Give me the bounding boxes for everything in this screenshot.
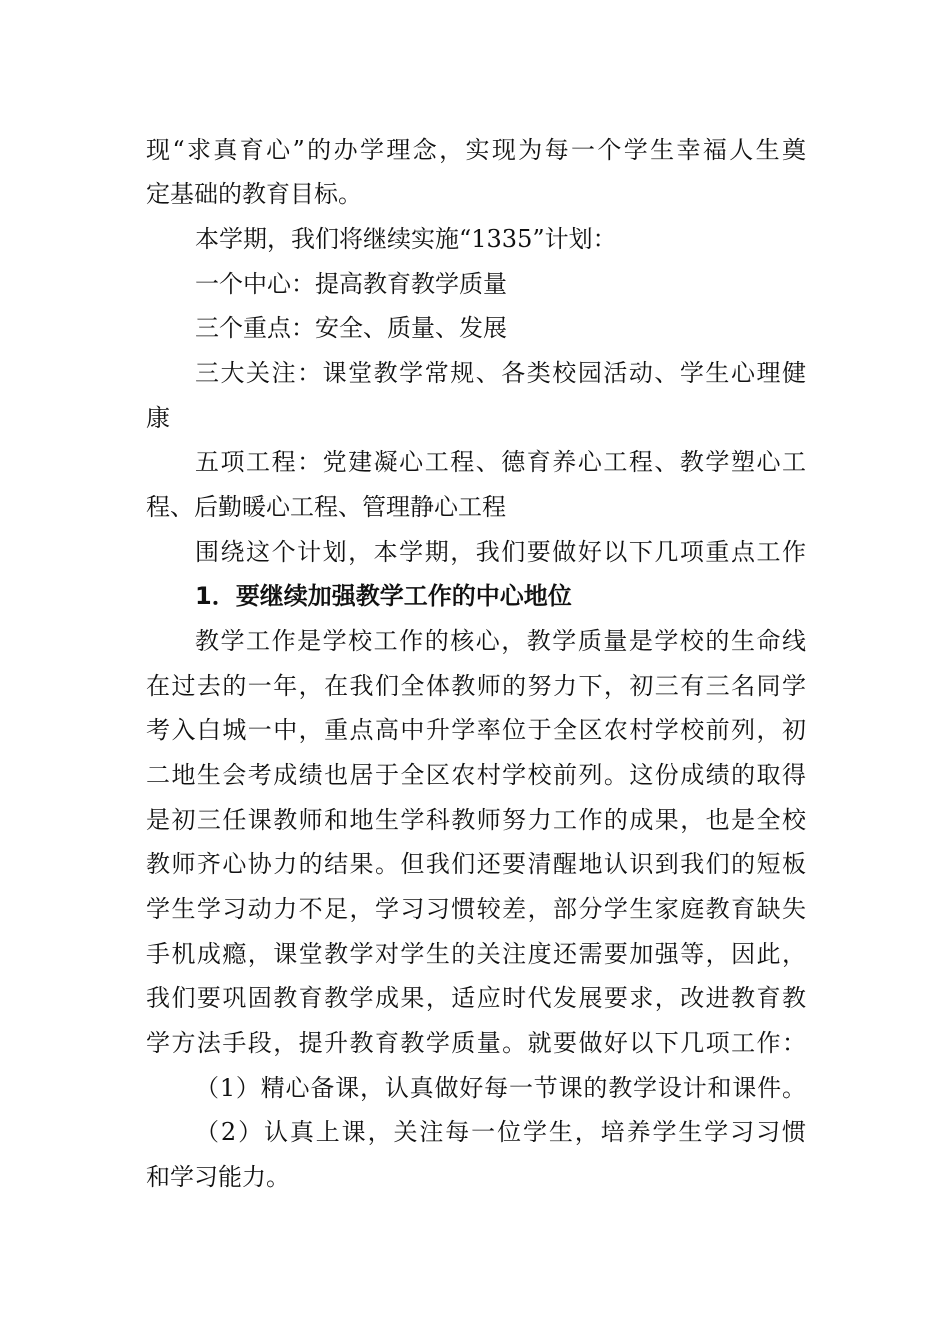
list-item: 一个中心：提高教育教学质量	[195, 270, 507, 298]
list-item: （2）认真上课，关注每一位学生，培养学生学习习惯	[195, 1118, 806, 1146]
paragraph-line: 在过去的一年，在我们全体教师的努力下，初三有三名同学	[146, 672, 806, 700]
paragraph-line: 定基础的教育目标。	[146, 180, 362, 208]
paragraph-line: 现“求真育心”的办学理念，实现为每一个学生幸福人生奠	[146, 136, 806, 164]
paragraph-line: 学方法手段，提升教育教学质量。就要做好以下几项工作：	[146, 1029, 806, 1057]
list-item: 三个重点：安全、质量、发展	[195, 314, 507, 342]
paragraph-line: 教学工作是学校工作的核心，教学质量是学校的生命线	[195, 627, 806, 655]
list-item: 三大关注：课堂教学常规、各类校园活动、学生心理健	[195, 359, 806, 387]
paragraph-line: 教师齐心协力的结果。但我们还要清醒地认识到我们的短板	[146, 850, 806, 878]
paragraph-line: 二地生会考成绩也居于全区农村学校前列。这份成绩的取得	[146, 761, 806, 789]
paragraph-line: 围绕这个计划，本学期，我们要做好以下几项重点工作	[195, 538, 806, 566]
paragraph-line: 考入白城一中，重点高中升学率位于全区农村学校前列，初	[146, 716, 806, 744]
section-heading: 1．要继续加强教学工作的中心地位	[195, 582, 572, 610]
list-item: （1）精心备课，认真做好每一节课的教学设计和课件。	[195, 1074, 806, 1102]
paragraph-line: 是初三任课教师和地生学科教师努力工作的成果，也是全校	[146, 806, 806, 834]
list-item: 五项工程：党建凝心工程、德育养心工程、教学塑心工	[195, 448, 806, 476]
paragraph-line: 康	[146, 404, 170, 432]
paragraph-line: 我们要巩固教育教学成果，适应时代发展要求，改进教育教	[146, 984, 806, 1012]
paragraph-line: 和学习能力。	[146, 1163, 290, 1191]
paragraph-line: 手机成瘾，课堂教学对学生的关注度还需要加强等，因此，	[146, 940, 806, 968]
paragraph-line: 程、后勤暖心工程、管理静心工程	[146, 493, 506, 521]
paragraph-line: 本学期，我们将继续实施“1335”计划：	[195, 225, 617, 253]
paragraph-line: 学生学习动力不足，学习习惯较差，部分学生家庭教育缺失	[146, 895, 806, 923]
